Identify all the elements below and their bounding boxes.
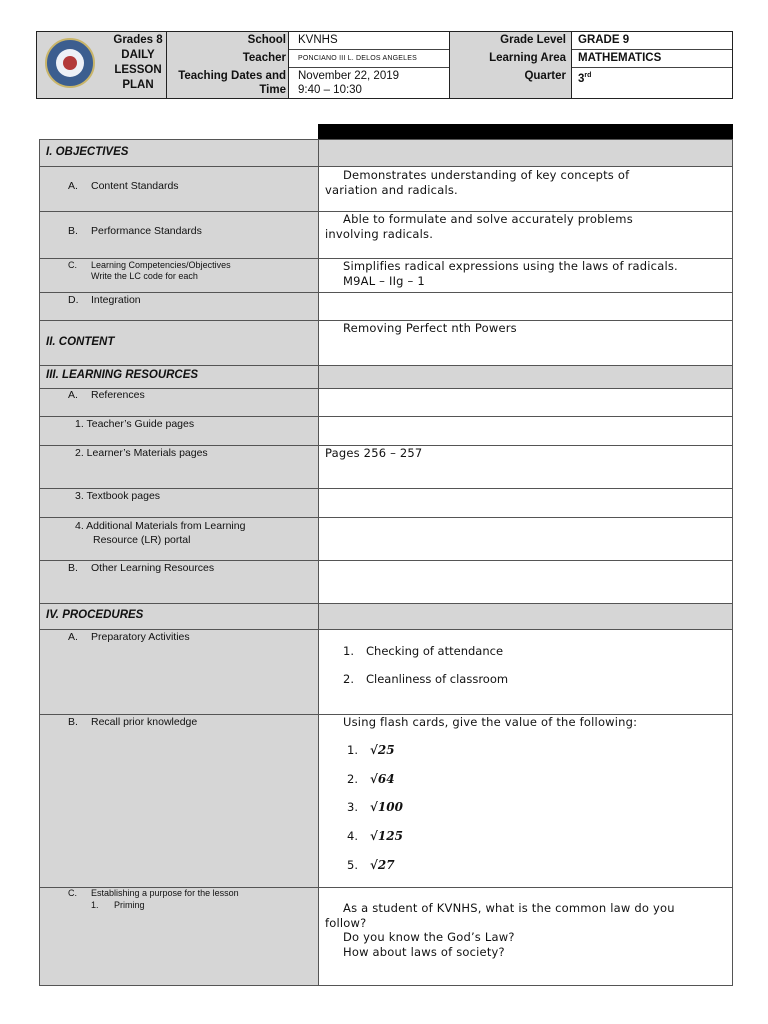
- purpose-label: [68, 888, 239, 899]
- performance-standards-line1: Able to formulate and solve accurately problems: [343, 212, 633, 226]
- competencies-letter: C.: [68, 260, 77, 270]
- resources-row: [40, 365, 732, 388]
- procedures-heading: IV. PROCEDURES: [46, 609, 144, 621]
- competencies-value: [325, 259, 724, 288]
- integration-label: [68, 294, 141, 306]
- learning-area-label: Learning Area: [489, 52, 566, 64]
- recall-item: 1. √25: [347, 743, 395, 757]
- priming-label: [91, 900, 145, 911]
- references-row: [40, 388, 732, 416]
- tg-pages-label: 1. Teacher’s Guide pages: [75, 418, 195, 430]
- recall-row: [40, 714, 732, 887]
- content-standards-line2: variation and radicals.: [325, 182, 458, 197]
- integration-text: Integration: [91, 294, 141, 306]
- purpose-text: Establishing a purpose for the lesson: [91, 888, 239, 898]
- additional-line1: 4. Additional Materials from Learning: [75, 520, 246, 532]
- competencies-row: [40, 258, 732, 292]
- content-standards-line1: Demonstrates understanding of key concepts of: [343, 168, 630, 182]
- title-cell: [37, 32, 166, 98]
- content-standards-row: [40, 166, 732, 211]
- recall-intro: [325, 715, 724, 730]
- learning-area-value: MATHEMATICS: [578, 52, 662, 64]
- content-standards-text: Content Standards: [91, 180, 179, 192]
- procedures-row: [40, 603, 732, 629]
- competencies-line2: Write the LC code for each: [91, 271, 198, 281]
- deped-seal-icon: [45, 38, 95, 88]
- recall-item-value: √125: [370, 829, 403, 843]
- other-resources-row: [40, 560, 732, 603]
- purpose-line1: As a student of KVNHS, what is the common law do you: [343, 901, 675, 915]
- dates-label: Teaching Dates and Time: [178, 70, 286, 96]
- recall-item-value: √25: [370, 743, 395, 757]
- dlp-title: Grades 8 DAILY LESSON PLAN: [113, 34, 163, 91]
- resources-heading: III. LEARNING RESOURCES: [46, 369, 199, 381]
- textbook-row: [40, 488, 732, 517]
- header-table: [36, 31, 733, 99]
- recall-letter: B.: [68, 716, 78, 728]
- preparatory-item: 2. Cleanliness of classroom: [343, 672, 509, 686]
- additional-line2: Resource (LR) portal: [93, 534, 191, 546]
- recall-item-value: √64: [370, 772, 395, 786]
- quarter-value: [578, 69, 591, 86]
- lm-pages-label: 2. Learner’s Materials pages: [75, 447, 208, 459]
- performance-standards-text: Performance Standards: [91, 225, 202, 237]
- performance-standards-value: [325, 212, 724, 241]
- quarter-number: 3: [578, 72, 585, 85]
- competencies-value-line1: Simplifies radical expressions using the laws of radicals.: [343, 259, 678, 273]
- performance-standards-line2: involving radicals.: [325, 226, 434, 241]
- performance-standards-row: [40, 211, 732, 258]
- recall-item: 4. √125: [347, 829, 403, 843]
- preparatory-item-text: Cleanliness of classroom: [366, 672, 509, 686]
- objectives-heading: I. OBJECTIVES: [46, 146, 129, 158]
- references-text: References: [91, 389, 145, 401]
- priming-number: 1.: [91, 900, 99, 910]
- content-heading: II. CONTENT: [46, 336, 115, 348]
- other-resources-letter: B.: [68, 562, 78, 574]
- references-letter: A.: [68, 389, 78, 401]
- quarter-label: Quarter: [524, 70, 566, 82]
- tg-pages-row: [40, 416, 732, 445]
- other-resources-text: Other Learning Resources: [91, 562, 215, 574]
- preparatory-row: [40, 629, 732, 714]
- purpose-row: [40, 887, 732, 985]
- preparatory-text: Preparatory Activities: [91, 631, 190, 643]
- other-resources-label: [68, 562, 214, 574]
- content-standards-label: [68, 180, 179, 192]
- recall-item: 2. √64: [347, 772, 395, 786]
- recall-item: 3. √100: [347, 800, 403, 814]
- purpose-line2: follow?: [325, 915, 367, 930]
- textbook-label: 3. Textbook pages: [75, 490, 161, 502]
- quarter-suffix: rd: [584, 72, 592, 79]
- additional-materials-label: [75, 519, 245, 547]
- purpose-value: [325, 901, 724, 959]
- date-value: November 22, 2019: [298, 70, 400, 82]
- integration-row: [40, 292, 732, 320]
- performance-standards-letter: B.: [68, 225, 78, 237]
- recall-intro-text: Using flash cards, give the value of the following:: [343, 715, 638, 729]
- purpose-line4: How about laws of society?: [343, 944, 505, 959]
- recall-text: Recall prior knowledge: [91, 716, 198, 728]
- priming-text: Priming: [114, 900, 145, 910]
- preparatory-label: [68, 631, 190, 643]
- lm-pages-row: [40, 445, 732, 488]
- competencies-value-line2: M9AL – IIg – 1: [343, 273, 425, 288]
- school-value: KVNHS: [298, 34, 338, 46]
- objectives-row: [40, 140, 732, 166]
- additional-materials-row: [40, 517, 732, 560]
- recall-item: 5. √27: [347, 858, 395, 872]
- school-label: School: [247, 34, 286, 46]
- recall-item-value: √27: [370, 858, 395, 872]
- recall-item-value: √100: [370, 800, 403, 814]
- content-value: [325, 321, 724, 336]
- competencies-label: [68, 260, 231, 282]
- content-standards-value: [325, 168, 724, 197]
- lesson-plan-table: [39, 139, 733, 986]
- preparatory-letter: A.: [68, 631, 78, 643]
- references-label: [68, 389, 145, 401]
- lm-pages-value: Pages 256 – 257: [325, 446, 423, 460]
- content-row: [40, 320, 732, 365]
- preparatory-item: 1. Checking of attendance: [343, 644, 504, 658]
- content-standards-letter: A.: [68, 180, 78, 192]
- black-header-bar: [318, 124, 733, 139]
- performance-standards-label: [68, 225, 202, 237]
- content-text: Removing Perfect nth Powers: [343, 321, 517, 335]
- competencies-line1: Learning Competencies/Objectives: [91, 260, 231, 270]
- grade-level-label: Grade Level: [500, 34, 566, 46]
- grade-level-value: GRADE 9: [578, 34, 630, 46]
- recall-label: [68, 716, 197, 728]
- integration-letter: D.: [68, 294, 79, 306]
- preparatory-item-text: Checking of attendance: [366, 644, 504, 658]
- purpose-letter: C.: [68, 888, 77, 898]
- time-value: 9:40 – 10:30: [298, 84, 362, 96]
- teacher-value: PONCIANO III L. DELOS ANGELES: [298, 55, 418, 62]
- purpose-line3: Do you know the God’s Law?: [343, 930, 515, 944]
- teacher-label: Teacher: [242, 52, 286, 64]
